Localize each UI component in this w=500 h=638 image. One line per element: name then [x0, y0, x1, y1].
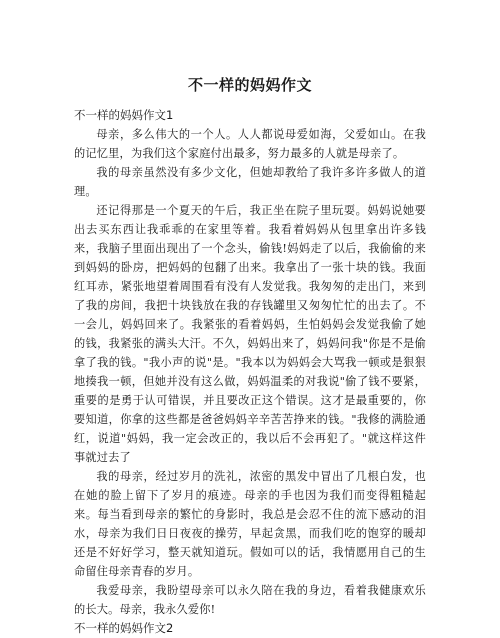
- paragraph-4: 我的母亲，经过岁月的洗礼，浓密的黑发中冒出了几根白发，也在她的脸上留下了岁月的痕迹。母亲的手也因为我们而变得粗糙起来。每当看到母亲的繁忙的身影时，我总是会忍不住的流下感动的泪水，母亲为我们日日夜夜的操劳，早起贪黑，而我们吃的饱穿的暖却还是不好好学习，整天就知道玩。假如可以的话，我情愿用自己的生命留住母亲青春的岁月。: [74, 470, 426, 578]
- paragraph-5: 我爱母亲，我盼望母亲可以永久陪在我的身边，看着我健康欢乐的长大。母亲，我永久爱你!: [74, 584, 426, 616]
- section-heading-1: 不一样的妈妈作文1: [74, 108, 174, 122]
- paragraph-1: 母亲，多么伟大的一个人。人人都说母爱如海，父爱如山。在我的记忆里，为我们这个家庭付出最多，努力最多的人就是母亲了。: [74, 128, 426, 160]
- document-title: 不一样的妈妈作文: [187, 76, 312, 94]
- section-heading-2: 不一样的妈妈作文2: [74, 621, 174, 635]
- paragraph-3: 还记得那是一个夏天的午后，我正坐在院子里玩耍。妈妈说她要出去买东西让我乖乖的在家里等着。我看着妈妈从包里拿出许多钱来，我脑子里面出现出了一个念头，偷钱!妈妈走了以后，我偷偷的来到妈妈的卧房，把妈妈的包翻了出来。我拿出了一张十块的钱。我面红耳赤，紧张地望着周围看有没有人发觉我。我匆匆的走出门，来到了我的房间，我把十块钱放在我的存钱罐里又匆匆忙忙的出去了。不一会儿，妈妈回来了。我紧张的看着妈妈，生怕妈妈会发觉我偷了她的钱，我紧张的满头大汗。不久，妈妈出来了，妈妈问我"你是不是偷拿了我的钱。"我小声的说"是。"我本以为妈妈会大骂我一顿或是狠狠地揍我一顿，但她并没有这么做，妈妈温柔的对我说"偷了钱不要紧，重要的是勇于认可错误，并且要改正这个错误。这才是最重要的，你要知道，你拿的这些都是爸爸妈妈辛辛苦苦挣来的钱。"我修的满脸通红，说道"妈妈，我一定会改正的，我以后不会再犯了。"就这样这件事就过去了: [74, 204, 426, 464]
- paragraph-2: 我的母亲虽然没有多少文化，但她却教给了我许多许多做人的道理。: [74, 166, 426, 198]
